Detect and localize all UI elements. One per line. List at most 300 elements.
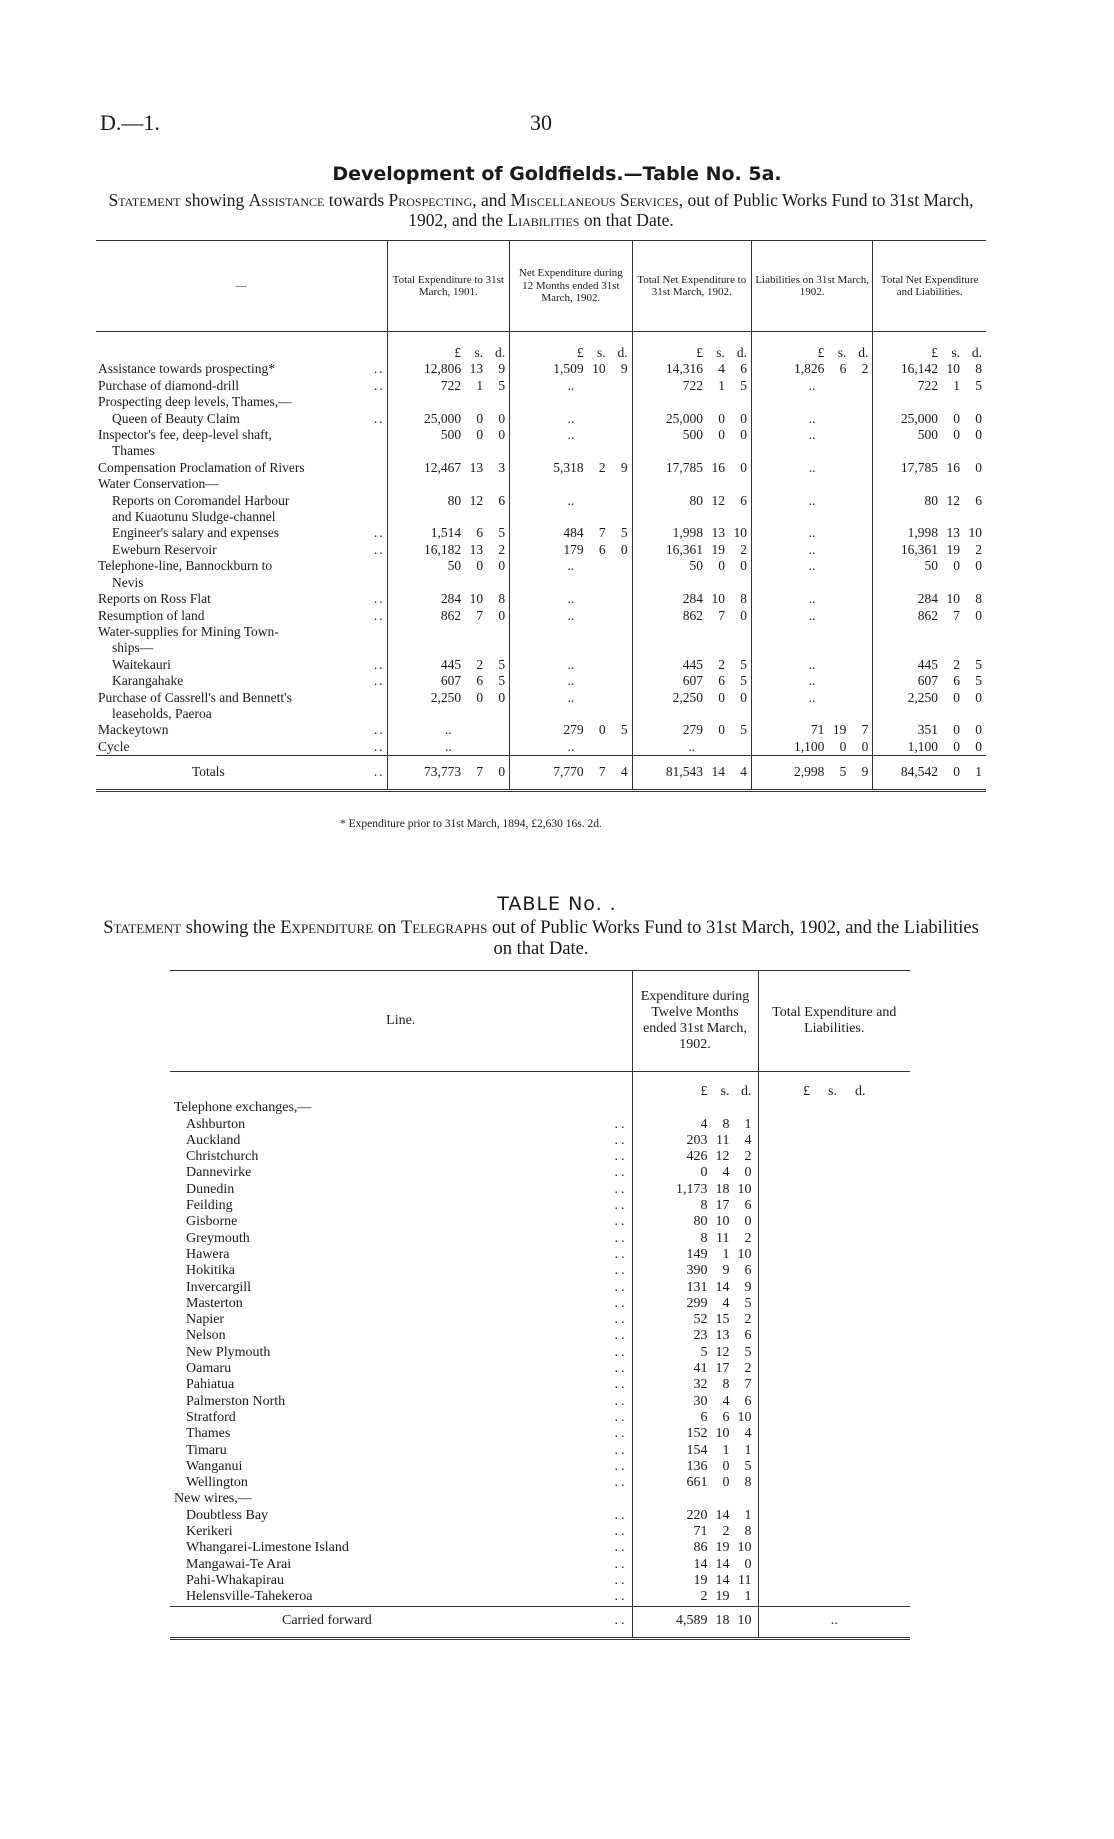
amount xyxy=(875,542,984,558)
shillings: 0 xyxy=(718,410,725,426)
row-label-text: Mackeytown xyxy=(98,722,169,738)
amount-cell xyxy=(758,1072,910,1101)
leader-dots: .. xyxy=(614,1165,628,1181)
shillings: 7 xyxy=(598,525,606,541)
table-row xyxy=(96,558,986,574)
amount xyxy=(390,657,508,673)
row-label-text: Auckland xyxy=(186,1132,241,1148)
row-label xyxy=(96,509,387,525)
leader-dots: .. xyxy=(373,591,385,607)
amount-cell xyxy=(632,1573,758,1589)
amount-cell xyxy=(387,460,510,476)
table2 xyxy=(170,970,910,1640)
caption-segment: showing xyxy=(180,190,249,210)
pounds: 445 xyxy=(440,656,462,672)
shillings: 7 xyxy=(598,764,606,780)
amount xyxy=(390,542,508,558)
leader-dots: .. xyxy=(373,377,385,393)
amount xyxy=(637,1312,754,1328)
shillings: 12 xyxy=(711,492,725,508)
amount-cell: .. xyxy=(751,558,872,574)
pence: 8 xyxy=(498,591,506,607)
pence: 6 xyxy=(498,492,506,508)
amount xyxy=(512,361,630,377)
blank-cell xyxy=(170,1072,632,1101)
table1-footnote: * Expenditure prior to 31st March, 1894, £2,630 16s. 2d. xyxy=(340,818,602,830)
row-label-text: Napier xyxy=(186,1312,225,1328)
amount xyxy=(635,378,749,394)
shillings: 13 xyxy=(469,459,484,475)
shillings: 11 xyxy=(716,1132,730,1148)
shillings: 0 xyxy=(718,427,725,443)
shillings: 12 xyxy=(715,1344,730,1360)
amount-cell xyxy=(632,394,751,410)
row-label xyxy=(96,460,387,476)
shillings: 0 xyxy=(953,427,960,443)
amount-cell xyxy=(632,1328,758,1344)
amount xyxy=(390,673,508,689)
amount xyxy=(637,1557,754,1573)
pounds: 279 xyxy=(682,722,703,738)
row-label-text: Pahiatua xyxy=(186,1377,235,1393)
pence: 2 xyxy=(744,1149,752,1165)
pence: 0 xyxy=(861,738,869,754)
shillings: 6 xyxy=(953,673,960,689)
pence: 2 xyxy=(740,541,747,557)
row-label xyxy=(170,1328,632,1344)
pounds: 862 xyxy=(440,607,462,623)
amount xyxy=(390,427,508,443)
shillings: 0 xyxy=(953,558,960,574)
amount-cell: .. xyxy=(751,460,872,476)
amount-cell xyxy=(873,525,986,541)
amount-cell xyxy=(632,1345,758,1361)
amount-cell xyxy=(632,608,751,624)
pounds: £ xyxy=(817,345,825,360)
pence: 5 xyxy=(744,1295,752,1311)
pounds: £ xyxy=(454,345,462,360)
caption-segment: , and xyxy=(472,190,511,210)
amount xyxy=(637,1328,754,1344)
amount-cell xyxy=(758,1328,910,1344)
table-row xyxy=(170,1280,910,1296)
amount-cell xyxy=(873,493,986,509)
amount xyxy=(635,361,749,377)
pence: 1 xyxy=(744,1507,752,1523)
shillings: 18 xyxy=(715,1612,730,1628)
amount xyxy=(390,690,508,706)
row-label-text: Assistance towards prospecting* xyxy=(98,361,275,377)
amount-cell xyxy=(632,542,751,558)
pence: 5 xyxy=(740,722,747,738)
shillings: 7 xyxy=(953,607,960,623)
pounds: 4 xyxy=(700,1116,708,1132)
row-label xyxy=(170,1182,632,1198)
pence: 5 xyxy=(498,377,506,393)
pence: 0 xyxy=(740,459,747,475)
shillings: 0 xyxy=(953,410,960,426)
amount-cell xyxy=(387,443,510,459)
table2-caption xyxy=(96,918,986,960)
shillings: 0 xyxy=(476,427,484,443)
amount-cell xyxy=(387,558,510,574)
leader-dots: .. xyxy=(614,1263,628,1279)
amount-cell xyxy=(632,1214,758,1230)
amount xyxy=(637,1508,754,1524)
amount xyxy=(754,722,870,738)
row-label xyxy=(170,1198,632,1214)
amount-cell: .. xyxy=(751,690,872,706)
pounds: 25,000 xyxy=(423,410,462,426)
pence: 5 xyxy=(975,377,982,393)
pounds: 131 xyxy=(686,1279,708,1295)
amount-cell: .. xyxy=(510,378,633,394)
leader-dots: .. xyxy=(614,1312,628,1328)
pence: 0 xyxy=(975,607,982,623)
pounds: 2,250 xyxy=(430,689,462,705)
row-label-text: Ashburton xyxy=(186,1116,246,1132)
table1-caption xyxy=(96,190,986,230)
row-label-text: Purchase of Cassrell's and Bennett's xyxy=(98,689,292,705)
pence: 6 xyxy=(744,1198,752,1214)
row-label xyxy=(170,1214,632,1230)
amount xyxy=(635,608,749,624)
amount-cell xyxy=(751,394,872,410)
pounds: 722 xyxy=(440,377,462,393)
shillings: 1 xyxy=(476,377,484,393)
row-label xyxy=(96,608,387,624)
shillings: 0 xyxy=(953,689,960,705)
shillings: 13 xyxy=(715,1328,730,1344)
pounds: 86 xyxy=(693,1540,708,1556)
amount xyxy=(637,1084,754,1100)
blank-cell xyxy=(96,332,387,362)
shillings: s. xyxy=(837,345,847,360)
amount xyxy=(637,1296,754,1312)
shillings: 4 xyxy=(722,1295,730,1311)
amount-cell xyxy=(758,1117,910,1133)
row-label xyxy=(96,575,387,591)
amount xyxy=(754,739,870,755)
amount xyxy=(390,460,508,476)
pence: 0 xyxy=(498,764,506,780)
leader-dots: .. xyxy=(373,738,385,754)
row-label xyxy=(96,411,387,427)
pounds: 17,785 xyxy=(900,459,938,475)
amount xyxy=(637,1117,754,1133)
amount-cell xyxy=(758,1524,910,1540)
table-row xyxy=(96,722,986,738)
row-label-text: Oamaru xyxy=(186,1361,232,1377)
amount xyxy=(875,460,984,476)
amount-cell xyxy=(873,739,986,756)
amount-cell xyxy=(510,394,633,410)
shillings: 19 xyxy=(711,541,725,557)
amount-cell xyxy=(751,443,872,459)
amount xyxy=(390,558,508,574)
amount xyxy=(637,1345,754,1361)
leader-dots: .. xyxy=(614,1458,628,1474)
pounds: 445 xyxy=(682,656,703,672)
amount xyxy=(637,1394,754,1410)
pence: 6 xyxy=(740,361,747,377)
amount xyxy=(637,1613,754,1629)
amount-cell: .. xyxy=(632,739,751,756)
row-label xyxy=(96,427,387,443)
row-label-text: Totals xyxy=(192,764,225,780)
table-row xyxy=(96,673,986,689)
row-label-text: Karangahake xyxy=(112,673,184,689)
pounds: 484 xyxy=(563,525,584,541)
amount-cell xyxy=(632,1361,758,1377)
amount-cell xyxy=(632,756,751,790)
amount-cell xyxy=(510,509,633,525)
pounds: 41 xyxy=(693,1361,708,1377)
pence: 0 xyxy=(498,427,506,443)
amount xyxy=(637,1589,754,1605)
amount-cell xyxy=(510,706,633,722)
pounds: 220 xyxy=(686,1507,708,1523)
pounds: 16,182 xyxy=(423,541,462,557)
amount xyxy=(512,764,630,780)
amount-cell xyxy=(758,1361,910,1377)
shillings: s. xyxy=(716,345,725,360)
amount-cell: .. xyxy=(510,690,633,706)
row-label xyxy=(96,361,387,377)
amount-cell xyxy=(632,411,751,427)
amount-cell: .. xyxy=(510,591,633,607)
pounds: 19 xyxy=(693,1572,708,1588)
row-label-text: Greymouth xyxy=(186,1230,250,1246)
amount xyxy=(875,764,984,780)
amount-cell xyxy=(632,1165,758,1181)
table1-col-header: — xyxy=(96,241,387,332)
pounds: 80 xyxy=(693,1214,708,1230)
pounds: 862 xyxy=(917,607,938,623)
amount xyxy=(754,361,870,377)
amount-cell xyxy=(632,443,751,459)
amount-cell xyxy=(873,394,986,410)
amount-cell xyxy=(387,427,510,443)
amount-cell xyxy=(632,1312,758,1328)
row-label xyxy=(170,1475,632,1491)
leader-dots: .. xyxy=(373,764,385,780)
amount-cell xyxy=(758,1345,910,1361)
row-label-text: Wanganui xyxy=(186,1458,243,1474)
pounds: 84,542 xyxy=(900,764,938,780)
caption-segment: Expenditure xyxy=(280,918,374,938)
amount-cell xyxy=(632,332,751,362)
pounds: 80 xyxy=(924,492,938,508)
shillings: 13 xyxy=(469,541,484,557)
caption-segment: Statement xyxy=(103,918,182,938)
amount-cell xyxy=(758,1410,910,1426)
shillings: 2 xyxy=(722,1524,730,1540)
amount-cell xyxy=(632,1280,758,1296)
pounds: 722 xyxy=(917,377,938,393)
shillings: 12 xyxy=(715,1149,730,1165)
pence: 2 xyxy=(744,1230,752,1246)
amount xyxy=(637,1182,754,1198)
table-row xyxy=(96,361,986,377)
row-label-text: Telephone exchanges,— xyxy=(174,1100,312,1116)
amount-cell xyxy=(873,476,986,492)
amount-cell xyxy=(387,706,510,722)
row-label xyxy=(96,756,387,790)
amount xyxy=(637,1459,754,1475)
pounds: 7,770 xyxy=(553,764,584,780)
amount-cell xyxy=(387,690,510,706)
amount xyxy=(637,1231,754,1247)
leader-dots: .. xyxy=(614,1344,628,1360)
totals-row xyxy=(96,756,986,790)
pence: d. xyxy=(858,345,869,360)
amount-cell xyxy=(751,706,872,722)
amount-cell: .. xyxy=(387,722,510,738)
pence: 10 xyxy=(737,1409,752,1425)
shillings: 10 xyxy=(592,361,606,377)
row-label-text: Carried forward xyxy=(282,1612,372,1628)
pounds: 284 xyxy=(917,591,938,607)
shillings: 14 xyxy=(715,1572,730,1588)
amount-cell xyxy=(632,1443,758,1459)
shillings: 10 xyxy=(711,591,725,607)
table-row xyxy=(96,476,986,492)
amount-cell: .. xyxy=(751,673,872,689)
pounds: £ xyxy=(931,345,938,360)
amount xyxy=(390,493,508,509)
row-label xyxy=(170,1524,632,1540)
pence: 5 xyxy=(740,377,747,393)
table-row xyxy=(170,1377,910,1393)
pounds: 152 xyxy=(686,1426,708,1442)
caption-segment: on that Date. xyxy=(579,210,674,230)
amount-cell xyxy=(387,608,510,624)
pence: 5 xyxy=(740,673,747,689)
shillings: 12 xyxy=(469,492,484,508)
caption-segment: Statement xyxy=(108,190,181,210)
row-label xyxy=(96,673,387,689)
shillings: 2 xyxy=(598,459,606,475)
pence: 0 xyxy=(744,1165,752,1181)
table-row xyxy=(96,525,986,541)
amount-cell xyxy=(510,624,633,640)
row-label xyxy=(96,722,387,738)
amount xyxy=(875,361,984,377)
shillings: 13 xyxy=(469,361,484,377)
amount xyxy=(635,345,749,361)
shillings: 6 xyxy=(722,1409,730,1425)
shillings: 0 xyxy=(722,1475,730,1491)
pence: 6 xyxy=(744,1328,752,1344)
pence: 0 xyxy=(975,459,982,475)
shillings: 0 xyxy=(722,1458,730,1474)
row-label xyxy=(170,1540,632,1556)
table-row xyxy=(96,509,986,525)
row-label-text: Christchurch xyxy=(186,1149,259,1165)
row-label-text: Whangarei-Limestone Island xyxy=(186,1540,349,1556)
pounds: 16,142 xyxy=(900,361,938,377)
amount-cell xyxy=(632,1296,758,1312)
amount-cell xyxy=(387,673,510,689)
leader-dots: .. xyxy=(614,1393,628,1409)
unit-row xyxy=(170,1072,910,1101)
pounds: 50 xyxy=(447,558,462,574)
amount-cell: .. xyxy=(751,591,872,607)
pounds: 23 xyxy=(693,1328,708,1344)
amount-cell xyxy=(632,1540,758,1556)
pounds: 14 xyxy=(693,1556,708,1572)
amount-cell xyxy=(758,1165,910,1181)
pounds: 73,773 xyxy=(423,764,462,780)
carried-forward-row xyxy=(170,1606,910,1638)
pounds: 80 xyxy=(689,492,703,508)
row-label-text: Feilding xyxy=(186,1198,233,1214)
amount-cell xyxy=(873,624,986,640)
row-label xyxy=(170,1263,632,1279)
amount xyxy=(512,460,630,476)
amount-cell xyxy=(873,332,986,362)
table2-col-header: Expenditure during Twelve Months ended 31st March, 1902. xyxy=(632,971,758,1072)
amount-cell xyxy=(510,575,633,591)
amount-cell xyxy=(510,332,633,362)
table-row xyxy=(96,640,986,656)
pounds: £ xyxy=(576,345,584,360)
pence: 5 xyxy=(620,722,628,738)
row-label-text: New Plymouth xyxy=(186,1344,271,1360)
shillings: 15 xyxy=(715,1312,730,1328)
shillings: 17 xyxy=(715,1198,730,1214)
table1-col-header: Total Net Expenditure to 31st March, 1902. xyxy=(632,241,751,332)
amount-cell xyxy=(758,1100,910,1116)
table-row xyxy=(96,608,986,624)
table-row xyxy=(170,1117,910,1133)
amount-cell xyxy=(758,1475,910,1491)
amount-cell xyxy=(387,657,510,673)
row-label-text: Kerikeri xyxy=(186,1524,233,1540)
row-label-text: leaseholds, Paeroa xyxy=(112,705,212,721)
pounds: 4,589 xyxy=(676,1612,708,1628)
row-label xyxy=(170,1361,632,1377)
amount-cell xyxy=(873,608,986,624)
amount-cell xyxy=(873,756,986,790)
shillings: 14 xyxy=(715,1556,730,1572)
pence: 5 xyxy=(975,673,982,689)
amount xyxy=(875,558,984,574)
row-label-text: Dannevirke xyxy=(186,1165,252,1181)
pounds: 500 xyxy=(917,427,938,443)
pounds: 279 xyxy=(563,722,584,738)
leader-dots: .. xyxy=(373,525,385,541)
amount-cell xyxy=(387,756,510,790)
pence: d. xyxy=(971,345,982,360)
amount xyxy=(875,608,984,624)
table-row xyxy=(170,1540,910,1556)
shillings: 6 xyxy=(476,673,484,689)
table2-title: TABLE No. . xyxy=(497,893,617,915)
shillings: 10 xyxy=(469,591,484,607)
table-row xyxy=(170,1459,910,1475)
table-row xyxy=(96,624,986,640)
amount-cell xyxy=(632,1524,758,1540)
amount xyxy=(875,673,984,689)
amount-cell xyxy=(758,1540,910,1556)
leader-dots: .. xyxy=(373,673,385,689)
pence: d. xyxy=(736,345,747,360)
table1-col-header: Total Expenditure to 31st March, 1901. xyxy=(387,241,510,332)
amount xyxy=(512,525,630,541)
amount-cell xyxy=(632,1606,758,1638)
